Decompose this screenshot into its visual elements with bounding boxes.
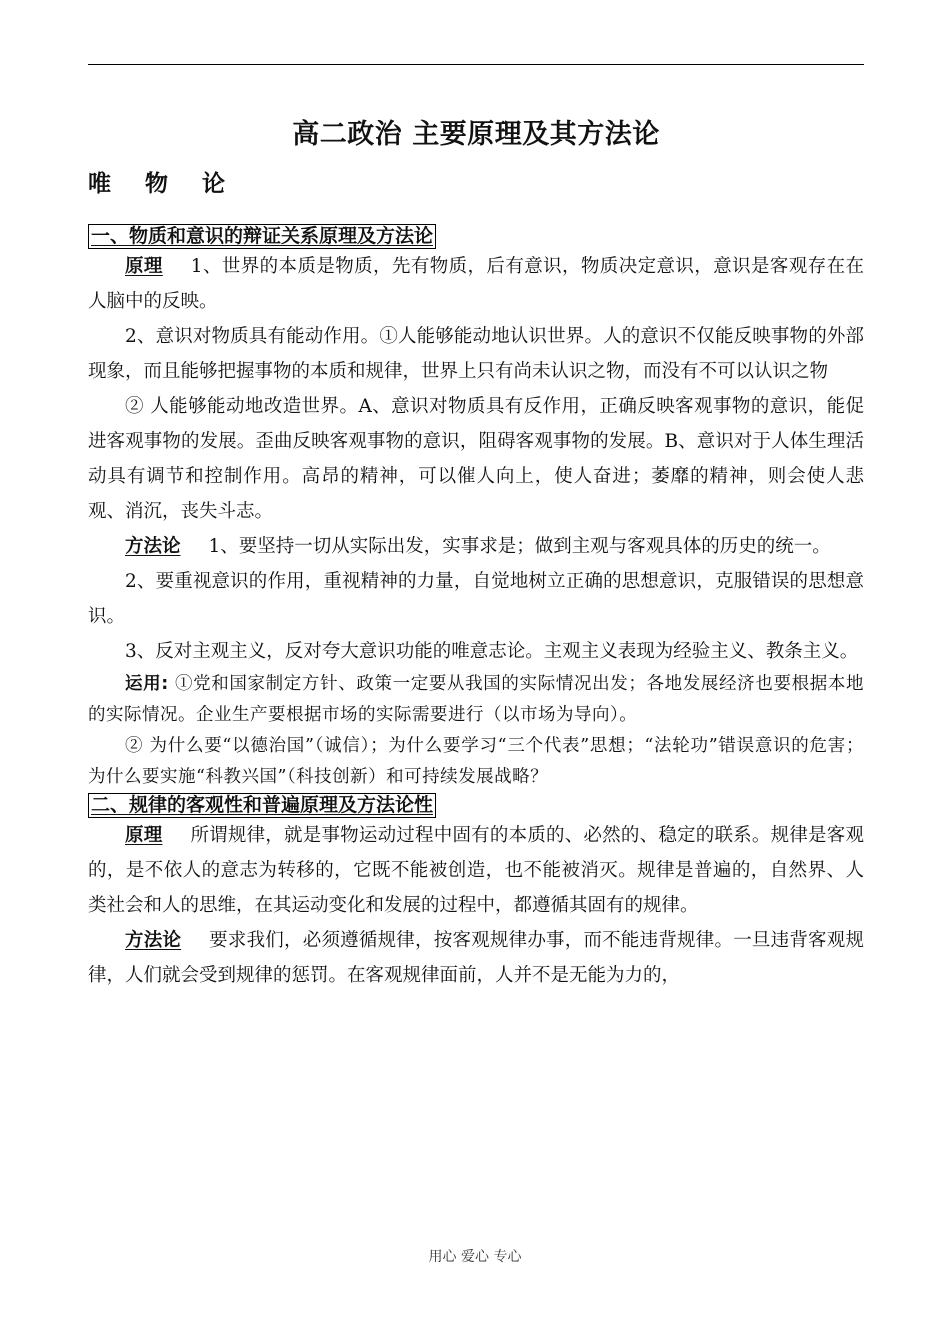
part-heading: 唯物论 <box>88 171 259 197</box>
section-2 <box>88 793 864 993</box>
usage-label: 运用: <box>125 674 169 694</box>
usage-block <box>88 669 864 793</box>
page-footer: 用心 爱心 专心 <box>428 1249 522 1265</box>
document-title: 高二政治 主要原理及其方法论 <box>292 119 660 150</box>
method-label: 方法论 <box>125 930 182 951</box>
method-label: 方法论 <box>125 536 181 557</box>
usage-2: ② 为什么要“以德治国”（诚信）；为什么要学习“三个代表”思想；“法轮功”错误意识的危害；为什么要实施“科教兴国”（科技创新）和可持续发展战略？ <box>88 736 864 787</box>
section-1-principle-2: 2、意识对物质具有能动作用。①人能够能动地认识世界。人的意识不仅能反映事物的外部现象，而且能够把握事物的本质和规律，世界上只有尚未认识之物，而没有不可以认识之物 <box>88 326 864 382</box>
header-rule <box>88 64 864 65</box>
section-1-method-2: 2、要重视意识的作用，重视精神的力量，自觉地树立正确的思想意识，克服错误的思想意识。 <box>88 571 864 627</box>
section-1-principle-1: 原理 1、世界的本质是物质，先有物质，后有意识，物质决定意识，意识是客观存在在人脑中的反映。 <box>88 256 864 312</box>
section-1 <box>88 224 864 793</box>
section-1-heading: 一、物质和意识的辩证关系原理及方法论 <box>88 224 436 249</box>
document-body <box>88 112 864 993</box>
principle-label: 原理 <box>125 825 163 846</box>
usage-1: 运用: ①党和国家制定方针、政策一定要从我国的实际情况出发；各地发展经济也要根据本地的实际情况。企业生产要根据市场的实际需要进行（以市场为导向）。 <box>88 674 864 725</box>
section-2-heading: 二、规律的客观性和普遍原理及方法论性 <box>88 793 436 818</box>
section-1-method-3: 3、反对主观主义，反对夸大意识功能的唯意志论。主观主义表现为经验主义、教条主义。 <box>125 641 859 662</box>
section-1-method-1: 方法论 1、要坚持一切从实际出发，实事求是；做到主观与客观具体的历史的统一。 <box>125 536 831 557</box>
section-2-method: 方法论 要求我们，必须遵循规律，按客观规律办事，而不能违背规律。一旦违背客观规律，人们就会受到规律的惩罚。在客观规律面前，人并不是无能为力的， <box>88 930 864 986</box>
section-1-principle-3: ② 人能够能动地改造世界。A、意识对物质具有反作用，正确反映客观事物的意识，能促进客观事物的发展。歪曲反映客观事物的意识，阻碍客观事物的发展。B、意识对于人体生理活动具有调节和控制作用。高昂的精神，可以催人向上，使人奋进；萎靡的精神，则会使人悲观、消沉，丧失斗志。 <box>88 396 864 522</box>
principle-label: 原理 <box>125 256 163 277</box>
section-2-principle: 原理 所谓规律，就是事物运动过程中固有的本质的、必然的、稳定的联系。规律是客观的，是不依人的意志为转移的，它既不能被创造，也不能被消灭。规律是普遍的，自然界、人类社会和人的思维，在其运动变化和发展的过程中，都遵循其固有的规律。 <box>88 825 864 916</box>
